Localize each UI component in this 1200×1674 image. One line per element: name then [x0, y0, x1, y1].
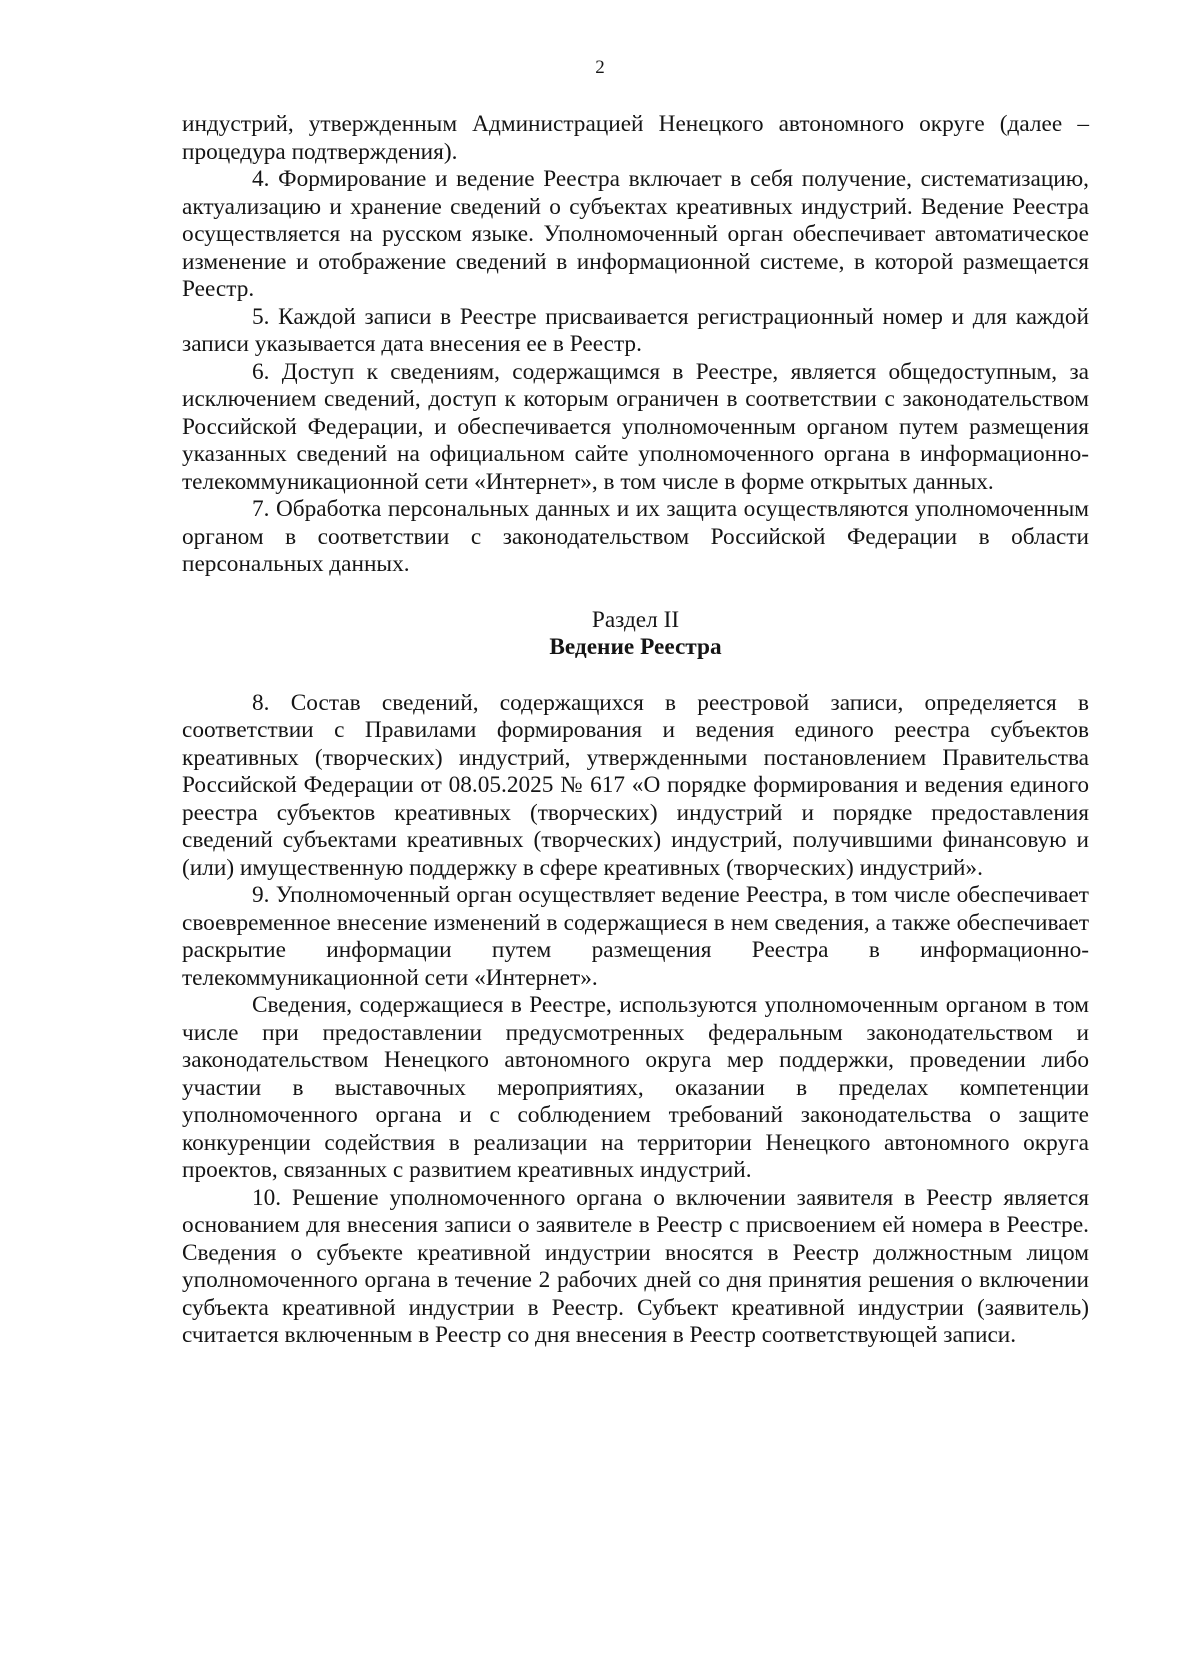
- paragraph-6: 6. Доступ к сведениям, содержащимся в Реестре, является общедоступным, за исключением сведений, доступ к которым ограничен в соответствии с законодательством Российской Федерации, и обеспечивается уполномоченным органом путем размещения указанных сведений на официальном сайте уполномоченного органа в информационно-телекоммуникационной сети «Интернет», в том числе в форме открытых данных.: [182, 358, 1089, 495]
- paragraph-10: 10. Решение уполномоченного органа о включении заявителя в Реестр является основанием для внесения записи о заявителе в Реестр с присвоением ей номера в Реестре. Сведения о субъекте креативной индустрии вносятся в Реестр должностным лицом уполномоченного органа в течение 2 рабочих дней со дня принятия решения о включении субъекта креативной индустрии в Реестр. Субъект креативной индустрии (заявитель) считается включенным в Реестр со дня внесения в Реестр соответствующей записи.: [182, 1184, 1089, 1348]
- document-body: [182, 111, 1089, 1350]
- paragraph-continuation: индустрий, утвержденным Администрацией Ненецкого автономного округе (далее – процедура подтверждения).: [182, 111, 1089, 165]
- paragraph-4: 4. Формирование и ведение Реестра включает в себя получение, систематизацию, актуализацию и хранение сведений о субъектах креативных индустрий. Ведение Реестра осуществляется на русском языке. Уполномоченный орган обеспечивает автоматическое изменение и отображение сведений в информационной системе, в которой размещается Реестр.: [182, 166, 1089, 302]
- paragraph-7: 7. Обработка персональных данных и их защита осуществляются уполномоченным органом в соответствии с законодательством Российской Федерации в области персональных данных.: [182, 496, 1089, 577]
- section-title: Ведение Реестра: [549, 634, 722, 660]
- section-header: [182, 607, 1089, 662]
- paragraph-9-continuation: Сведения, содержащиеся в Реестре, используются уполномоченным органом в том числе при предоставлении предусмотренных федеральным законодательством и законодательством Ненецкого автономного округа мер поддержки, проведении либо участии в выставочных мероприятиях, оказании в пределах компетенции уполномоченного органа и с соблюдением требований законодательства о защите конкуренции содействия в реализации на территории Ненецкого автономного округа проектов, связанных с развитием креативных индустрий.: [182, 992, 1089, 1183]
- paragraph-5: 5. Каждой записи в Реестре присваивается регистрационный номер и для каждой записи указывается дата внесения ее в Реестр.: [182, 303, 1089, 357]
- paragraph-8: 8. Состав сведений, содержащихся в реестровой записи, определяется в соответствии с Правилами формирования и ведения единого реестра субъектов креативных (творческих) индустрий, утвержденными постановлением Правительства Российской Федерации от 08.05.2025 № 617 «О порядке формирования и ведения единого реестра субъектов креативных (творческих) индустрий и порядке предоставления сведений субъектами креативных (творческих) индустрий, получившими финансовую и (или) имущественную поддержку в сфере креативных (творческих) индустрий».: [182, 689, 1089, 881]
- page-number: 2: [595, 57, 605, 78]
- paragraph-9: 9. Уполномоченный орган осуществляет ведение Реестра, в том числе обеспечивает своевременное внесение изменений в содержащиеся в нем сведения, а также обеспечивает раскрытие информации путем размещения Реестра в информационно-телекоммуникационной сети «Интернет».: [182, 882, 1089, 991]
- section-number: Раздел II: [591, 606, 680, 633]
